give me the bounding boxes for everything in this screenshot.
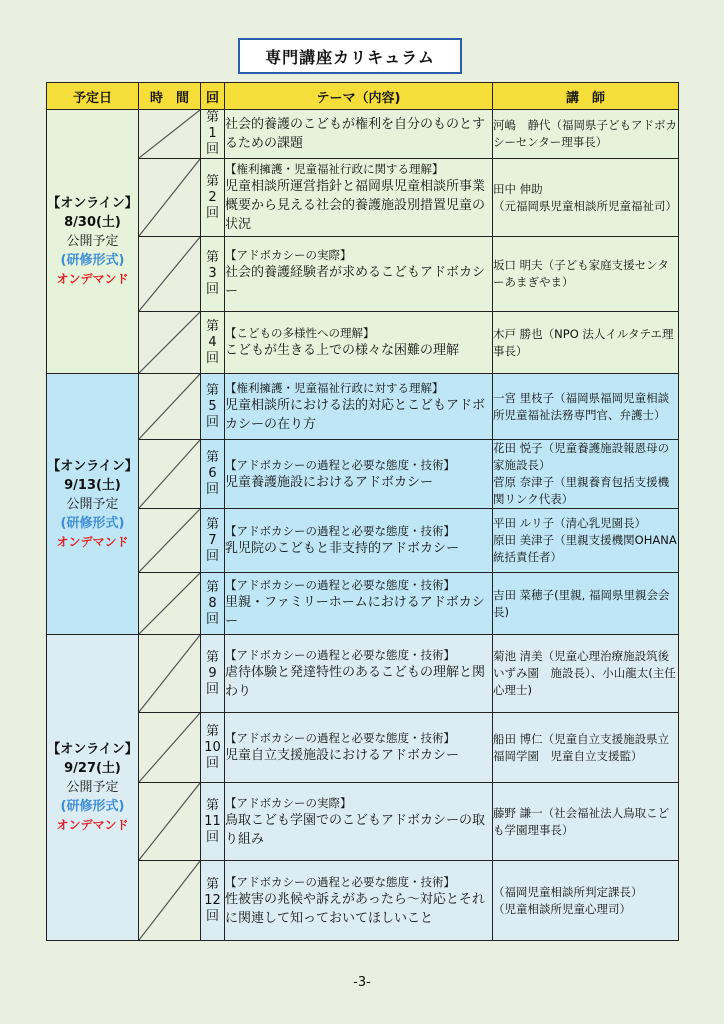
session-number-char: 第: [205, 797, 219, 813]
date-online-label: 【オンライン】: [47, 458, 138, 474]
session-number-char: 4: [208, 334, 217, 350]
session-number: [201, 861, 225, 941]
lecturer-cell: [493, 312, 679, 374]
lecturer-name: 吉田 菜穂子(里親, 福岡県里親会会長): [493, 587, 670, 619]
lecturer-name: 一宮 里枝子（福岡県福岡児童相談所児童福祉法務専門官、弁護士）: [493, 390, 670, 422]
session-number: [201, 440, 225, 509]
theme-cell: [225, 573, 493, 635]
lecturer-cell: [493, 573, 679, 635]
session-number: [201, 237, 225, 312]
lecturer-name: 河嶋 静代（福岡県子どもアドボカシーセンター理事長）: [493, 118, 677, 149]
time-cell: [139, 509, 201, 573]
theme-category: 【アドボカシーの実際】: [225, 795, 352, 810]
format-label: (研修形式): [60, 253, 125, 268]
session-number-char: 第: [205, 723, 219, 739]
session-number-char: 回: [205, 908, 219, 924]
theme-title: 社会的養護のこどもが権利を自分のものとするための課題: [225, 117, 486, 151]
lecturer-cell: [493, 783, 679, 861]
lecturer-name: 田中 伸助: [493, 181, 543, 196]
theme-title: 乳児院のこどもと非支持的アドボカシー: [225, 541, 460, 556]
session-number-char: 回: [205, 755, 219, 771]
header-theme: テーマ（内容): [225, 83, 493, 110]
session-number-char: 12: [204, 892, 221, 908]
table-row: [47, 573, 679, 635]
lecturer-name: 藤野 謙一（社会福祉法人鳥取こども学園理事長）: [493, 805, 670, 837]
lecturer-name: 花田 悦子（児童養護施設報恩母の家施設長）: [493, 441, 670, 472]
lecturer-cell: [493, 861, 679, 941]
session-number-char: 回: [205, 205, 219, 221]
theme-title: 児童相談所における法的対応とこどもアドボカシーの在り方: [225, 397, 486, 432]
session-number-char: 8: [208, 595, 217, 611]
lecturer-cell: [493, 159, 679, 237]
theme-category: 【権利擁護・児童福祉行政に対する理解】: [225, 380, 444, 395]
publish-label: 公開予定: [66, 234, 119, 249]
header-time: 時 間: [139, 83, 201, 110]
table-row: [47, 312, 679, 374]
lecturer-cell: [493, 509, 679, 573]
theme-category: 【こどもの多様性への理解】: [225, 326, 375, 340]
theme-title: 里親・ファミリーホームにおけるアドボカシー: [225, 594, 485, 629]
diagonal-line: [139, 440, 200, 508]
theme-title: 性被害の兆候や訴えがあったら～対応とそれに関連して知っておいてほしいこと: [225, 891, 485, 926]
session-number-char: 10: [204, 739, 221, 755]
header-lecturer: 講 師: [493, 83, 679, 110]
table-body: [47, 110, 679, 941]
time-cell: [139, 237, 201, 312]
time-cell: [139, 440, 201, 509]
session-number: [201, 312, 225, 374]
lecturer-name: 木戸 勝也（NPO 法人イルタテエ理事長）: [493, 326, 674, 358]
diagonal-line: [139, 312, 200, 373]
theme-cell: [225, 237, 493, 312]
session-number: [201, 374, 225, 440]
session-number-char: 6: [208, 466, 217, 481]
lecturer-cell: [493, 374, 679, 440]
session-number-char: 回: [205, 282, 219, 297]
session-number-char: 第: [205, 250, 219, 265]
date-label: 9/27(土): [64, 761, 121, 776]
table-row: [47, 783, 679, 861]
table-row: [47, 861, 679, 941]
theme-cell: [225, 440, 493, 509]
diagonal-line: [139, 573, 200, 634]
theme-category: 【アドボカシーの過程と必要な態度・技術】: [225, 577, 455, 592]
theme-title: 社会的養護経験者が求めるこどもアドボカシー: [225, 265, 486, 299]
diagonal-line: [139, 783, 200, 860]
time-cell: [139, 159, 201, 237]
diagonal-line: [139, 374, 200, 439]
time-cell: [139, 635, 201, 713]
session-number-char: 9: [208, 665, 217, 681]
session-number: [201, 783, 225, 861]
time-cell: [139, 713, 201, 783]
table-row: [47, 374, 679, 440]
diagonal-line: [139, 110, 200, 158]
theme-category: 【アドボカシーの実際】: [225, 248, 352, 262]
curriculum-table: [46, 82, 679, 941]
time-cell: [139, 110, 201, 159]
session-number: [201, 713, 225, 783]
session-number-char: 第: [205, 173, 219, 189]
publish-label: 公開予定: [66, 496, 119, 512]
table-row: [47, 509, 679, 573]
theme-category: 【アドボカシーの過程と必要な態度・技術】: [225, 731, 455, 745]
theme-cell: [225, 861, 493, 941]
lecturer-name: 菅原 奈津子（里親養育包括支援機関リンク代表）: [493, 475, 670, 506]
session-number: [201, 509, 225, 573]
ondemand-label: オンデマンド: [56, 272, 129, 286]
ondemand-label: オンデマンド: [56, 534, 129, 549]
session-number-char: 回: [205, 142, 219, 157]
theme-cell: [225, 159, 493, 237]
session-number-char: 回: [205, 829, 219, 845]
time-cell: [139, 573, 201, 635]
page-number: -3-: [353, 975, 371, 990]
table-row: [47, 159, 679, 237]
session-number-char: 回: [205, 548, 219, 564]
theme-title: 児童養護施設におけるアドボカシー: [225, 474, 434, 490]
theme-cell: [225, 783, 493, 861]
lecturer-cell: [493, 713, 679, 783]
session-number-char: 11: [204, 813, 221, 829]
theme-cell: [225, 374, 493, 440]
lecturer-cell: [493, 440, 679, 509]
lecturer-name: 坂口 明夫（子ども家庭支援センターあまぎやま）: [493, 258, 669, 289]
session-number-char: 回: [205, 482, 219, 497]
ondemand-label: オンデマンド: [56, 818, 129, 832]
theme-cell: [225, 509, 493, 573]
format-label: (研修形式): [60, 799, 125, 814]
session-number-char: 1: [208, 126, 217, 141]
table-row: [47, 110, 679, 159]
lecturer-name: （元福岡県児童相談所児童福祉司）: [493, 198, 677, 213]
lecturer-name: 平田 ルリ子（清心乳児園長）: [493, 516, 647, 530]
table-row: [47, 713, 679, 783]
theme-category: 【権利擁護・児童福祉行政に関する理解】: [225, 162, 444, 176]
session-number-char: 7: [208, 532, 217, 548]
theme-title: こどもが生きる上での様々な困難の理解: [225, 343, 460, 358]
diagonal-line: [139, 713, 200, 782]
session-number: [201, 573, 225, 635]
date-label: 9/13(土): [64, 477, 121, 493]
theme-category: 【アドボカシーの過程と必要な態度・技術】: [225, 457, 455, 472]
date-online-label: 【オンライン】: [47, 742, 138, 757]
session-number-char: 2: [208, 189, 217, 205]
date-cell: [47, 374, 139, 635]
theme-category: 【アドボカシーの過程と必要な態度・技術】: [225, 524, 455, 538]
theme-cell: [225, 110, 493, 159]
date-label: 8/30(土): [64, 215, 121, 230]
table-row: [47, 635, 679, 713]
session-number-char: 第: [205, 318, 219, 334]
session-number: [201, 159, 225, 237]
session-number-char: 回: [205, 611, 219, 627]
diagonal-line: [139, 159, 200, 236]
session-number-char: 3: [208, 266, 217, 281]
header-row: [47, 83, 679, 110]
session-number-char: 5: [208, 398, 217, 414]
date-cell: [47, 110, 139, 374]
theme-cell: [225, 635, 493, 713]
session-number-char: 回: [205, 350, 219, 366]
time-cell: [139, 374, 201, 440]
diagonal-line: [139, 861, 200, 940]
theme-title: 児童相談所運営指針と福岡県児童相談所事業概要から見える社会的養護施設別措置児童の状況: [225, 179, 486, 232]
date-cell: [47, 635, 139, 941]
session-number-char: 第: [205, 382, 219, 398]
session-number-char: 第: [205, 579, 219, 595]
lecturer-name: （児童相談所児童心理司）: [493, 901, 631, 916]
table-row: [47, 440, 679, 509]
lecturer-name: 菊池 清美（児童心理治療施設筑後いずみ園 施設長）、小山龍太(主任心理士): [493, 649, 676, 697]
session-number-char: 第: [205, 649, 219, 665]
session-number: [201, 110, 225, 159]
diagonal-line: [139, 237, 200, 311]
theme-title: 虐待体験と発達特性のあるこどもの理解と関わり: [225, 664, 486, 699]
date-online-label: 【オンライン】: [47, 196, 138, 211]
theme-title: 児童自立支援施設におけるアドボカシー: [225, 748, 460, 763]
lecturer-cell: [493, 635, 679, 713]
time-cell: [139, 783, 201, 861]
lecturer-cell: [493, 237, 679, 312]
theme-cell: [225, 713, 493, 783]
theme-cell: [225, 312, 493, 374]
time-cell: [139, 312, 201, 374]
time-cell: [139, 861, 201, 941]
lecturer-cell: [493, 110, 679, 159]
table-row: [47, 237, 679, 312]
session-number-char: 第: [205, 450, 219, 465]
session-number: [201, 635, 225, 713]
header-kai: 回: [201, 83, 225, 110]
theme-category: 【アドボカシーの過程と必要な態度・技術】: [225, 647, 455, 662]
diagonal-line: [139, 635, 200, 712]
lecturer-name: 原田 美津子（里親支援機関OHANA統括責任者）: [493, 533, 677, 564]
session-number-char: 回: [205, 681, 219, 697]
format-label: (研修形式): [60, 515, 125, 531]
session-number-char: 第: [205, 876, 219, 892]
session-number-char: 第: [205, 110, 219, 125]
theme-category: 【アドボカシーの過程と必要な態度・技術】: [225, 874, 455, 889]
diagonal-line: [139, 509, 200, 572]
publish-label: 公開予定: [66, 780, 119, 795]
session-number-char: 回: [205, 414, 219, 430]
lecturer-name: 船田 博仁（児童自立支援施設県立福岡学園 児童自立支援監）: [493, 731, 670, 763]
session-number-char: 第: [205, 516, 219, 532]
lecturer-name: （福岡児童相談所判定課長）: [493, 884, 643, 899]
page-title: 専門講座カリキュラム: [238, 38, 462, 74]
theme-title: 鳥取こども学園でのこどもアドボカシーの取り組み: [225, 812, 486, 847]
header-date: 予定日: [47, 83, 139, 110]
